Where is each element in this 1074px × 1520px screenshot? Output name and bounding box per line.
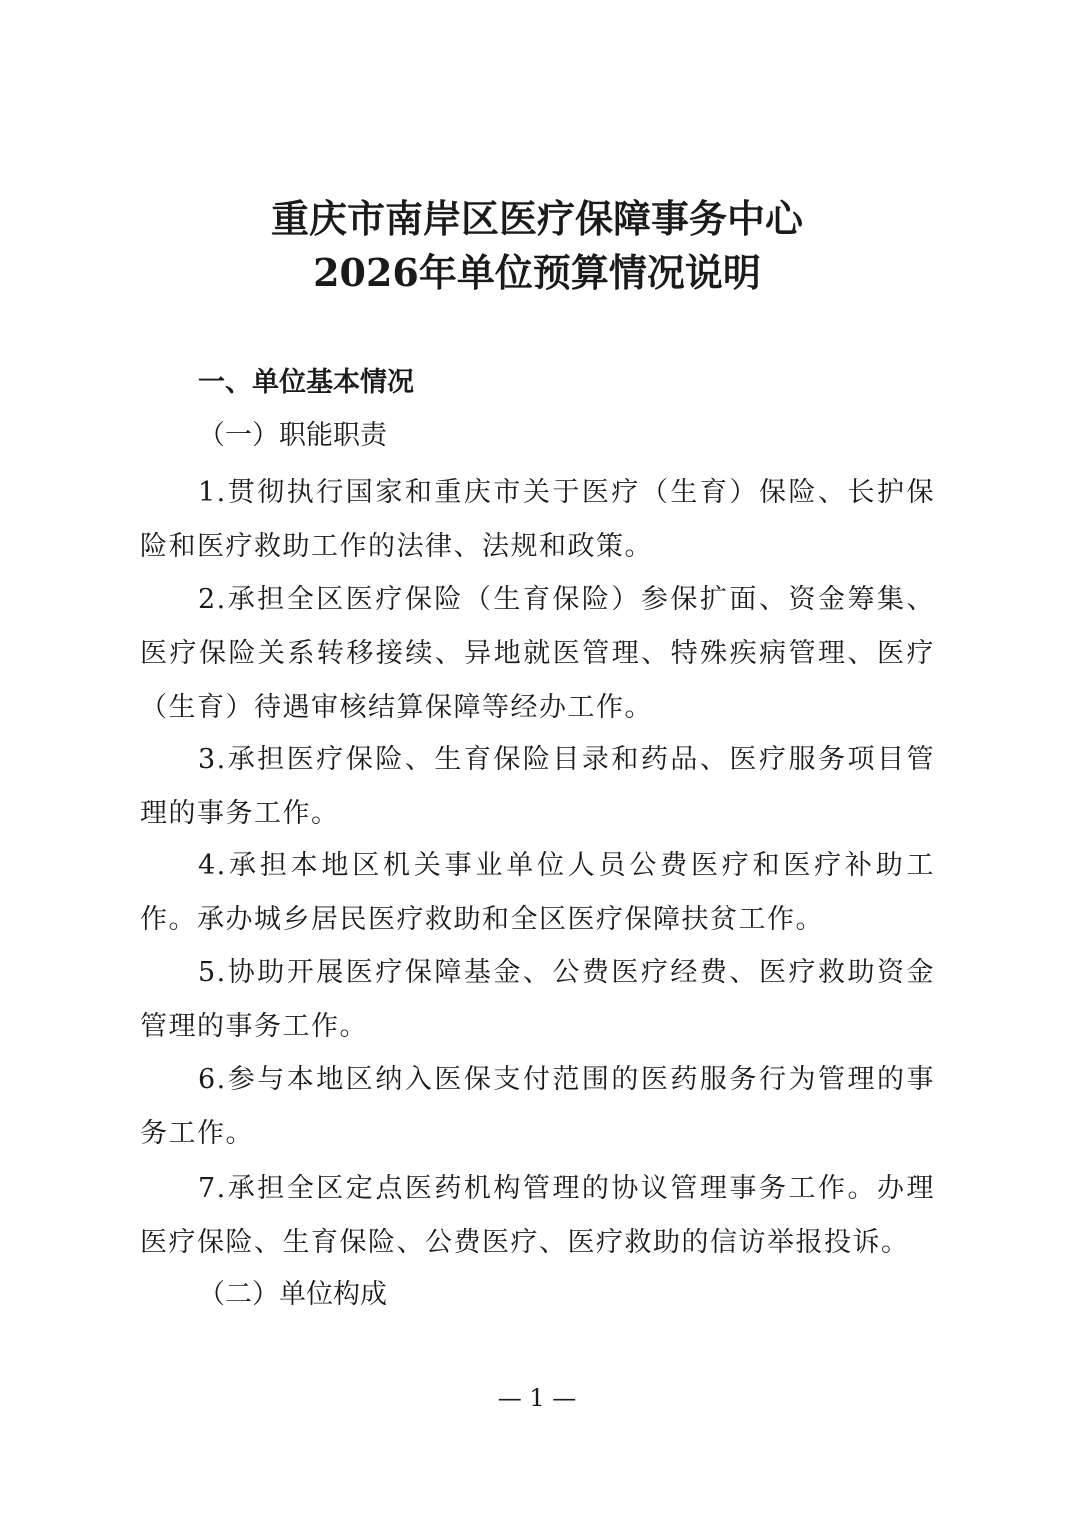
paragraph-duty-4: 4.承担本地区机关事业单位人员公费医疗和医疗补助工作。承办城乡居民医疗救助和全区医疗保障扶贫工作。: [140, 850, 935, 935]
document-title-line2: 2026年单位预算情况说明: [313, 250, 761, 295]
page-number: — 1 —: [497, 1384, 577, 1412]
paragraph-duty-7: 7.承担全区定点医药机构管理的协议管理事务工作。办理医疗保险、生育保险、公费医疗、医疗救助的信访举报投诉。: [140, 1173, 935, 1258]
subsection-heading-composition: （二）单位构成: [198, 1279, 387, 1310]
document-title-line1: 重庆市南岸区医疗保障事务中心: [270, 196, 803, 241]
subsection-heading-functions: （一）职能职责: [198, 420, 387, 451]
paragraph-duty-6: 6.参与本地区纳入医保支付范围的医药服务行为管理的事务工作。: [140, 1064, 935, 1149]
section-heading-basic-info: 一、单位基本情况: [198, 367, 414, 398]
paragraph-duty-1: 1.贯彻执行国家和重庆市关于医疗（生育）保险、长护保险和医疗救助工作的法律、法规和政策。: [140, 477, 935, 562]
paragraph-duty-2: 2.承担全区医疗保险（生育保险）参保扩面、资金筹集、医疗保险关系转移接续、异地就医管理、特殊疾病管理、医疗（生育）待遇审核结算保障等经办工作。: [140, 584, 935, 723]
paragraph-duty-5: 5.协助开展医疗保障基金、公费医疗经费、医疗救助资金管理的事务工作。: [140, 957, 935, 1042]
paragraph-duty-3: 3.承担医疗保险、生育保险目录和药品、医疗服务项目管理的事务工作。: [140, 744, 935, 829]
